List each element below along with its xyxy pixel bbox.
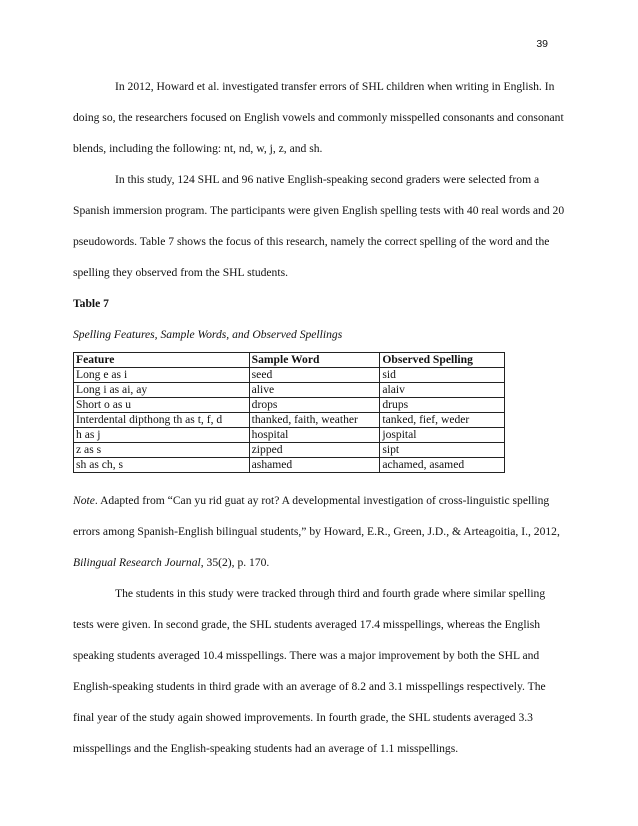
observed-spelling-cell: achamed, asamed [380,458,505,473]
observed-spelling-cell: sid [380,368,505,383]
table-row [74,428,505,443]
page-number: 39 [536,38,548,50]
table-row [74,458,505,473]
observed-spelling-cell: tanked, fief, weder [380,413,505,428]
feature-cell: Long e as i [74,368,250,383]
sample-word-cell: zipped [249,443,380,458]
table-note [73,485,568,578]
sample-word-cell: drops [249,398,380,413]
spelling-table [73,352,505,473]
header-feature: Feature [74,353,250,368]
feature-cell: Long i as ai, ay [74,383,250,398]
paragraph-results: The students in this study were tracked through third and fourth grade where similar spelling tests were given. In second grade, the SHL students averaged 17.4 misspellings, whereas the English speaking students averaged 10.4 misspellings. There was a major improvement by both the SHL and English-speaking students in third grade with an average of 8.2 and 3.1 misspellings respectively. The final year of the study again showed improvements. In fourth grade, the SHL students averaged 3.3 misspellings and the English-speaking students had an average of 1.1 misspellings. [73,587,546,755]
feature-cell: Short o as u [74,398,250,413]
sample-word-cell: seed [249,368,380,383]
paragraph-study-design: In this study, 124 SHL and 96 native English-speaking second graders were selected from a Spanish immersion program. The participants were given English spelling tests with 40 real words and 20 pseudowords. Table 7 shows the focus of this research, namely the correct spelling of the word and the spelling they observed from the SHL students. [73,173,565,279]
table-row [74,383,505,398]
table-row [74,368,505,383]
table-title: Spelling Features, Sample Words, and Observed Spellings [73,328,343,341]
observed-spelling-cell: jospital [380,428,505,443]
observed-spelling-cell: drups [380,398,505,413]
table-number: Table 7 [73,297,109,310]
table-row [74,413,505,428]
sample-word-cell: ashamed [249,458,380,473]
note-label: Note [73,494,95,507]
header-sample-word: Sample Word [249,353,380,368]
feature-cell: h as j [74,428,250,443]
table-header-row [74,353,505,368]
table-row [74,443,505,458]
paragraph-intro: In 2012, Howard et al. investigated transfer errors of SHL children when writing in English. In doing so, the researchers focused on English vowels and commonly misspelled consonants and consonant blends, including the following: nt, nd, w, j, z, and sh. [73,80,564,155]
header-observed-spelling: Observed Spelling [380,353,505,368]
document-body [73,71,568,764]
table-row [74,398,505,413]
sample-word-cell: hospital [249,428,380,443]
observed-spelling-cell: sipt [380,443,505,458]
sample-word-cell: thanked, faith, weather [249,413,380,428]
observed-spelling-cell: alaiv [380,383,505,398]
journal-title: Bilingual Research Journal [73,556,201,569]
feature-cell: Interdental dipthong th as t, f, d [74,413,250,428]
note-text: . Adapted from “Can yu rid guat ay rot? A developmental investigation of cross-linguistic spelling errors among Spanish-English bilingual students,” by Howard, E.R., Green, J.D., & Arteagoitia, I., 2012, [73,494,560,538]
sample-word-cell: alive [249,383,380,398]
feature-cell: sh as ch, s [74,458,250,473]
feature-cell: z as s [74,443,250,458]
note-citation-end: , 35(2), p. 170. [200,556,270,569]
